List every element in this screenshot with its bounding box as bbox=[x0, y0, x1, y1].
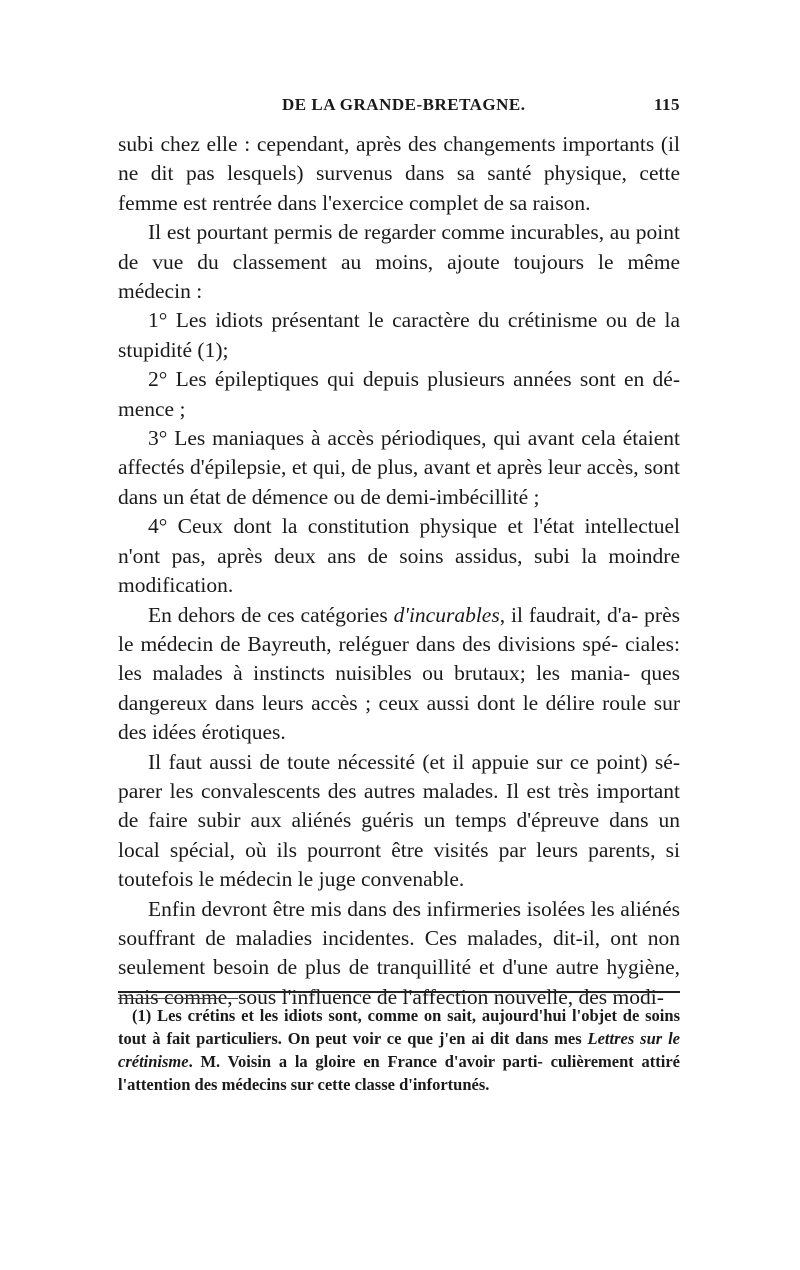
footnote-rule bbox=[118, 991, 680, 993]
paragraph: Il est pourtant permis de regarder comme incurables, au point de vue du classement au moins, ajoute toujours le même médecin : bbox=[118, 220, 680, 304]
footnote-segment: . M. Voisin a la gloire en France d'avoir parti- culièrement attiré l'attention des médecins sur cette classe d'infortunés. bbox=[118, 1052, 680, 1094]
list-item: 4° Ceux dont la constitution physique et l'état intellectuel n'ont pas, après deux ans de soins assidus, subi la moindre modification. bbox=[118, 514, 680, 598]
running-header bbox=[118, 95, 680, 119]
page-number: 115 bbox=[653, 95, 680, 114]
italic-term: d'incurables bbox=[393, 602, 500, 627]
paragraph-text: En dehors de ces catégories bbox=[148, 602, 394, 627]
footnote bbox=[118, 1004, 680, 1096]
paragraph-text: , il faudrait, d'a- près le médecin de Bayreuth, reléguer dans des divisions spé- ciales: les malades à instincts nuisibles ou brutaux; les mania- ques dangereux dans leurs accès ; ceux aussi dont le délire roule sur des idées érotiques. bbox=[118, 602, 681, 745]
footnote-segment: (1) Les crétins et les idiots sont, comme on sait, aujourd'hui l'objet de soins tout à fait particuliers. On peut voir ce que j'en ai dit dans mes bbox=[118, 1006, 680, 1048]
running-title: DE LA GRANDE-BRETAGNE. bbox=[282, 95, 526, 114]
paragraph bbox=[118, 601, 680, 748]
list-item: 3° Les maniaques à accès périodiques, qui avant cela étaient affectés d'épilepsie, et qui, de plus, avant et après leur accès, sont dans un état de démence ou de demi-imbécillité ; bbox=[118, 426, 680, 509]
paragraph: Il faut aussi de toute nécessité (et il appuie sur ce point) sé- parer les convalescents des autres malades. Il est très important de faire subir aux aliénés guéris un temps d'épreuve dans un local spécial, où ils pourront être visités par leurs parents, si toutefois le médecin le juge convenable. bbox=[118, 749, 680, 892]
list-item: 1° Les idiots présentant le caractère du crétinisme ou de la stupidité (1); bbox=[118, 308, 680, 362]
footnote-rule-thin bbox=[118, 998, 238, 999]
paragraph: Enfin devront être mis dans des infirmeries isolées les aliénés souffrant de maladies incidentes. Ces malades, dit-il, ont non seulement besoin de plus de tranquillité et d'une autre hygiène, mais comme, sous l'influence de l'affection nouvelle, des modi- bbox=[118, 896, 680, 1009]
paragraph: subi chez elle : cependant, après des changements importants (il ne dit pas lesquels) survenus dans sa santé physique, cette femme est rentrée dans l'exercice complet de sa raison. bbox=[118, 132, 680, 215]
list-item: 2° Les épileptiques qui depuis plusieurs années sont en dé- mence ; bbox=[118, 367, 680, 421]
main-text bbox=[118, 130, 680, 1012]
book-title: Lettres sur le crétinisme bbox=[118, 1029, 680, 1071]
footnote-text bbox=[118, 1004, 680, 1096]
